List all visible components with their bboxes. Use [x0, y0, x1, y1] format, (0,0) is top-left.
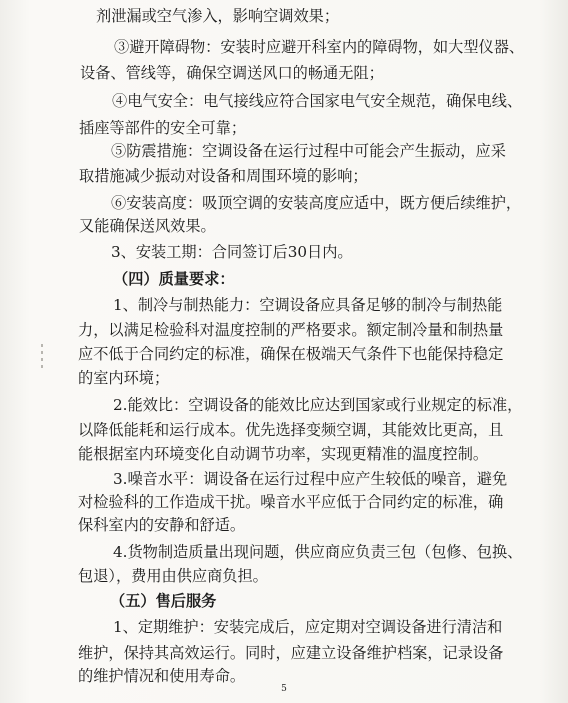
text-line: 维护，保持其高效运行。同时，应建立设备维护档案，记录设备 [78, 644, 504, 662]
text-line: ⑥安装高度：吸顶空调的安装高度应适中，既方便后续维护， [111, 194, 522, 212]
text-line: 对检验科的工作造成干扰。噪音水平应低于合同约定的标准，确 [78, 493, 504, 511]
text-line: 的维护情况和使用寿命。 [78, 667, 246, 685]
section-heading: （四）质量要求： [113, 270, 235, 288]
text-line: 3.噪音水平：调设备在运行过程中应产生较低的噪音，避免 [113, 470, 508, 488]
text-line: 插座等部件的安全可靠； [79, 119, 247, 137]
text-line: 设备、管线等，确保空调送风口的畅通无阻； [80, 64, 384, 82]
text-line: 剂泄漏或空气渗入，影响空调效果； [96, 7, 339, 25]
text-line: 取措施减少振动对设备和周围环境的影响； [79, 167, 368, 185]
text-line: ④电气安全：电气接线应符合国家电气安全规范，确保电线、 [112, 92, 523, 110]
text-line: 又能确保送风效果。 [79, 217, 216, 235]
page-number: 5 [281, 684, 287, 694]
text-line: 保科室内的安静和舒适。 [78, 516, 246, 534]
text-line: 1、定期维护：安装完成后，应定期对空调设备进行清洁和 [113, 618, 503, 636]
text-line: 1、制冷与制热能力：空调设备应具备足够的制冷与制热能 [113, 296, 503, 314]
text-line: 3、安装工期：合同签订后30日内。 [111, 243, 353, 261]
text-line: 力，以满足检验科对温度控制的严格要求。额定制冷量和制热量 [78, 321, 504, 339]
text-line: 包退），费用由供应商负担。 [78, 567, 268, 585]
text-line: 2.能效比：空调设备的能效比应达到国家或行业规定的标准， [113, 396, 523, 414]
text-line: 4.货物制造质量出现问题，供应商应负责三包（包修、包换、 [113, 543, 523, 561]
section-heading: （五）售后服务 [110, 592, 217, 610]
text-line: 以降低能耗和运行成本。优先选择变频空调，其能效比更高，且 [78, 421, 504, 439]
text-line: ⑤防震措施：空调设备在运行过程中可能会产生振动，应采 [111, 142, 506, 160]
text-line: ③避开障碍物：安装时应避开科室内的障碍物，如大型仪器、 [114, 38, 525, 56]
text-line: 能根据室内环境变化自动调节功率，实现更精准的温度控制。 [78, 445, 489, 463]
text-line: 的室内环境； [78, 369, 170, 387]
text-line: 应不低于合同约定的标准，确保在极端天气条件下也能保持稳定 [78, 345, 504, 363]
